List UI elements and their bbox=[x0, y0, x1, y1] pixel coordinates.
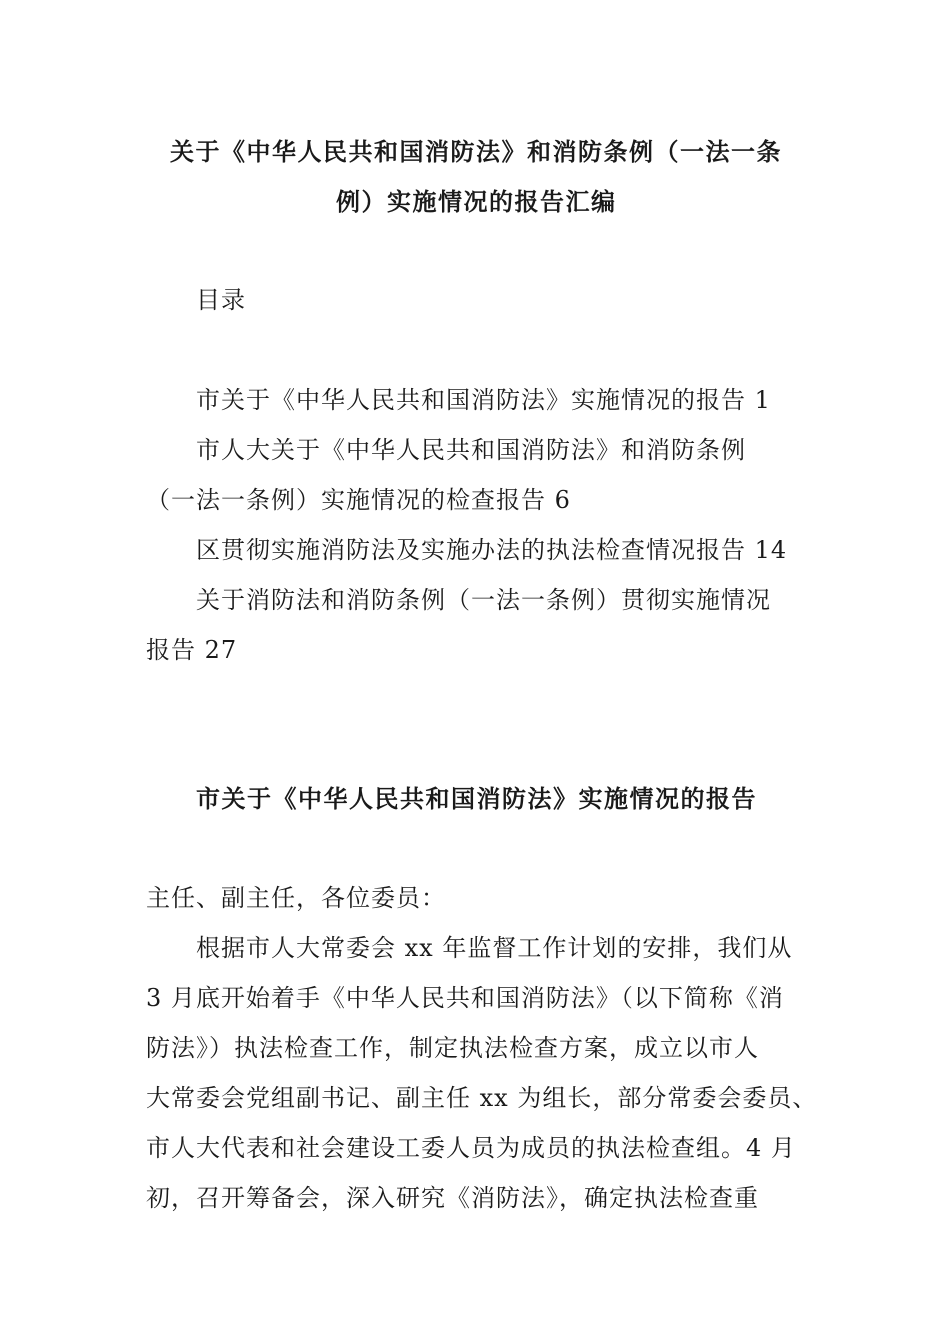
toc-entry-4-line-2: 报告 27 bbox=[146, 636, 238, 664]
toc-entry-2-line-1: 市人大关于《中华人民共和国消防法》和消防条例 bbox=[196, 436, 746, 464]
body-line-6: 初，召开筹备会，深入研究《消防法》，确定执法检查重 bbox=[146, 1184, 759, 1212]
body-line-2: 3 月底开始着手《中华人民共和国消防法》（以下简称《消 bbox=[146, 984, 784, 1012]
toc-entry-4-line-1: 关于消防法和消防条例（一法一条例）贯彻实施情况 bbox=[196, 586, 771, 614]
body-line-1: 根据市人大常委会 xx 年监督工作计划的安排，我们从 bbox=[196, 934, 793, 962]
toc-heading: 目录 bbox=[196, 286, 246, 314]
section-title: 市关于《中华人民共和国消防法》实施情况的报告 bbox=[196, 785, 757, 813]
toc-entry-3: 区贯彻实施消防法及实施办法的执法检查情况报告 14 bbox=[196, 536, 788, 564]
toc-entry-2-line-2: （一法一条例）实施情况的检查报告 6 bbox=[146, 486, 571, 514]
body-line-5: 市人大代表和社会建设工委人员为成员的执法检查组。4 月 bbox=[146, 1134, 796, 1162]
document-title-line-2: 例）实施情况的报告汇编 bbox=[336, 188, 617, 216]
document-title-line-1: 关于《中华人民共和国消防法》和消防条例（一法一条 bbox=[170, 138, 782, 166]
salutation: 主任、副主任，各位委员： bbox=[146, 884, 446, 912]
body-line-4: 大常委会党组副书记、副主任 xx 为组长，部分常委会委员、 bbox=[146, 1084, 818, 1112]
toc-entry-1: 市关于《中华人民共和国消防法》实施情况的报告 1 bbox=[196, 386, 771, 414]
body-line-3: 防法》）执法检查工作，制定执法检查方案，成立以市人 bbox=[146, 1034, 759, 1062]
